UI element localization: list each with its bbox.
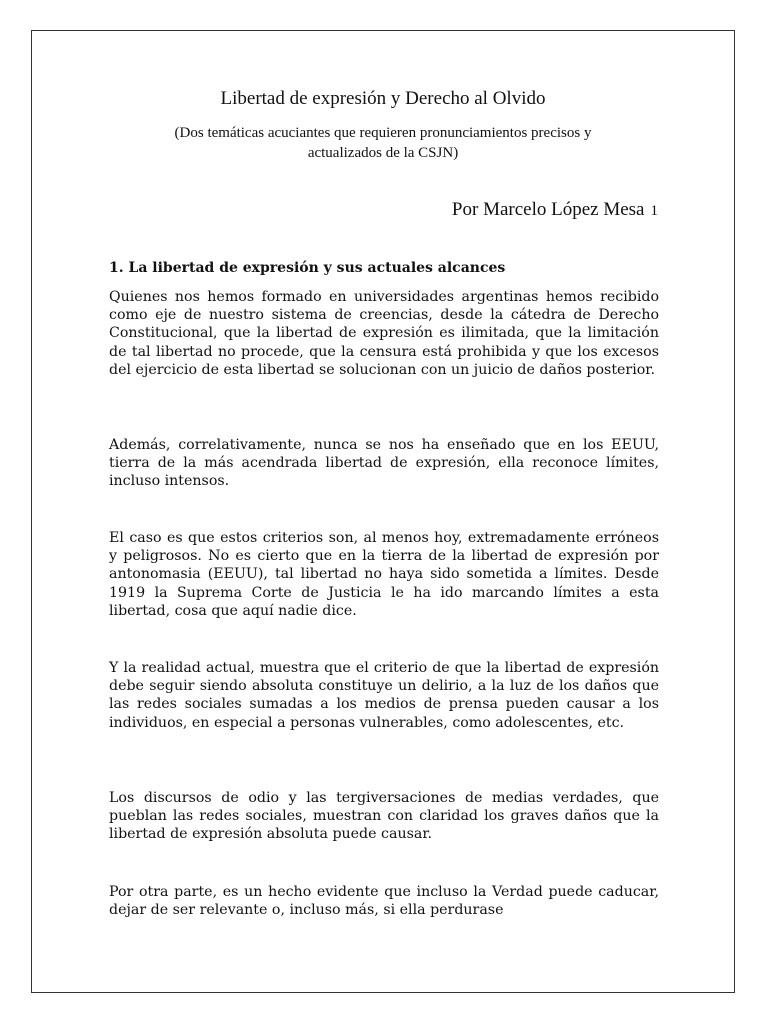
paragraph: Los discursos de odio y las tergiversaciones de medias verdades, que pueblan las redes sociales, muestran con claridad los graves daños que la libertad de expresión absoluta puede causar.: [109, 790, 659, 843]
author-line: [452, 199, 658, 222]
paragraph: El caso es que estos criterios son, al menos hoy, extremadamente erróneos y peligrosos. No es cierto que en la tierra de la libertad de expresión por antonomasia (EEUU), tal libertad no haya sido sometida a límites. Desde 1919 la Suprema Corte de Justicia le ha ido marcando límites a esta libertad, cosa que aquí nadie dice.: [109, 530, 659, 619]
footnote-reference[interactable]: 1: [650, 203, 658, 219]
section-heading: 1. La libertad de expresión y sus actuales alcances: [109, 260, 506, 276]
paragraph: Además, correlativamente, nunca se nos ha enseñado que en los EEUU, tierra de la más acendrada libertad de expresión, ella reconoce límites, incluso intensos.: [109, 437, 659, 490]
author-name: Por Marcelo López Mesa: [451, 199, 645, 220]
document-page: [31, 30, 735, 993]
paragraph: Y la realidad actual, muestra que el criterio de que la libertad de expresión debe seguir siendo absoluta constituye un delirio, a la luz de los daños que las redes sociales sumadas a los medios de prensa pueden causar a los individuos, en especial a personas vulnerables, como adolescentes, etc.: [109, 660, 659, 731]
paragraph: Por otra parte, es un hecho evidente que incluso la Verdad puede caducar, dejar de ser relevante o, incluso más, si ella perdurase: [109, 884, 659, 919]
document-title: Libertad de expresión y Derecho al Olvido: [220, 88, 546, 109]
document-subtitle: (Dos temáticas acuciantes que requieren pronunciamientos precisos y actualizados de la CSJN): [174, 125, 592, 161]
paragraph: Quienes nos hemos formado en universidades argentinas hemos recibido como eje de nuestro sistema de creencias, desde la cátedra de Derecho Constitucional, que la libertad de expresión es ilimitada, que la limitación de tal libertad no procede, que la censura está prohibida y que los excesos del ejercicio de esta libertad se solucionan con un juicio de daños posterior.: [109, 289, 659, 378]
